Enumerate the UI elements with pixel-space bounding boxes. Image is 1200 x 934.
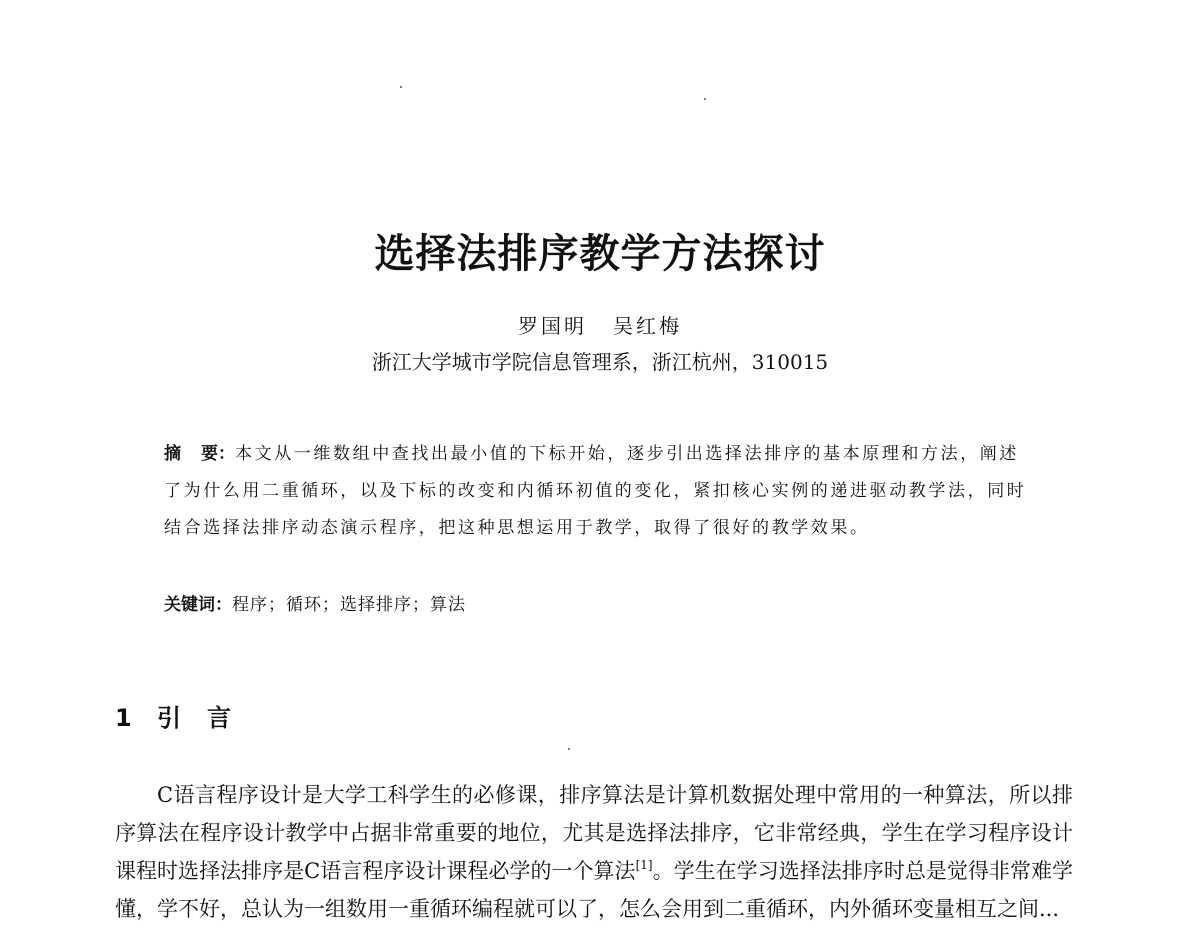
keywords	[164, 590, 1034, 620]
keywords-text: 程序；循环；选择排序；算法	[232, 595, 466, 615]
paragraph-text: C语言程序设计是大学工科学生的必修课，排序算法是计算机数据处理中常用的一种算法，所以排序算法在程序设计教学中占据非常重要的地位，尤其是选择法排序，它非常经典，学生在学习程序设计课程时选择法排序是C语言程序设计课程必学的一个算法	[115, 783, 1073, 883]
author-affiliation: 浙江大学城市学院信息管理系，浙江杭州，310015	[371, 350, 829, 374]
abstract-text: 本文从一维数组中查找出最小值的下标开始，逐步引出选择法排序的基本原理和方法，阐述了为什么用二重循环，以及下标的改变和内循环初值的变化，紧扣核心实例的递进驱动教学法，同时结合选择法排序动态演示程序，把这种思想运用于教学，取得了很好的教学效果。	[164, 444, 1027, 538]
scan-speck	[568, 748, 570, 750]
section-number: 1	[115, 704, 132, 732]
paper-title: 选择法排序教学方法探讨	[374, 231, 826, 277]
abstract-label: 摘 要：	[164, 444, 235, 464]
paragraph-text-continued: 。学生在学习选择法排序时总是觉得非常难学懂，学不好，总认为一组数用一重循环编程就可以了，怎么会用到二重循环，内外循环变量相互之间...	[115, 859, 1073, 921]
author-name: 罗国明	[518, 314, 587, 338]
keywords-label: 关键词：	[164, 595, 232, 615]
abstract	[164, 436, 1034, 547]
scan-speck	[400, 86, 402, 88]
body-paragraph	[115, 776, 1073, 928]
author-name: 吴红梅	[613, 314, 682, 338]
author-list	[0, 310, 1200, 339]
section-title: 引言	[157, 704, 257, 732]
citation-marker: [1]	[635, 858, 653, 872]
section-heading	[115, 698, 257, 733]
scan-speck	[704, 98, 706, 100]
